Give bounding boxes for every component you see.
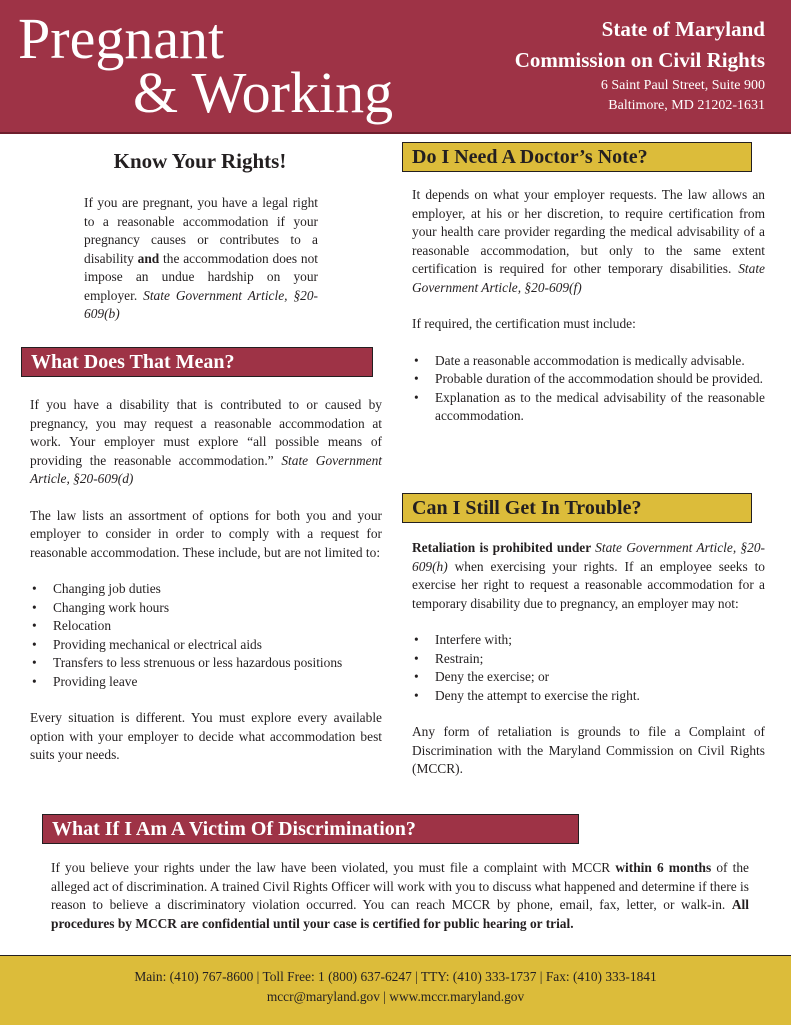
rights-citation: State Government Article, §20-609(b) — [84, 287, 318, 321]
trouble-p1-citation: State Government Article, §20-609(h) — [412, 540, 765, 574]
rights-text-a: If you are pregnant, you have a legal right to a reasonable accommodation if your pregnancy causes or contributes to a disability — [84, 195, 318, 266]
trouble-paragraph-2: Any form of retaliation is grounds to file a Complaint of Discrimination with the Maryland Commission on Civil Rights (MCCR). — [412, 724, 765, 776]
org-commission: Commission on Civil Rights — [514, 48, 765, 72]
victim-text-1: If you believe your rights under the law have been violated, you must file a complaint with MCCR — [51, 860, 616, 875]
list-item: • Restrain; — [412, 650, 765, 669]
footer-web-line: mccr@maryland.gov | www.mccr.maryland.gov — [266, 989, 525, 1004]
victim-bold-1: within 6 months — [615, 860, 712, 875]
list-item: • Providing mechanical or electrical aids — [30, 636, 382, 655]
list-item: • Transfers to less strenuous or less hazardous positions — [30, 654, 382, 673]
title-pregnant: Pregnant — [18, 6, 225, 71]
mean-paragraph-3: Every situation is different. You must explore every available option with your employer to decide what accommodation best suits your needs. — [30, 710, 382, 762]
list-item: • Changing job duties — [30, 580, 382, 599]
know-your-rights-heading: Know Your Rights! — [113, 149, 287, 173]
mean-paragraph-2: The law lists an assortment of options for both you and your employer to consider in order to comply with a request for reasonable accommodation. These include, but are not limited to: — [30, 507, 382, 560]
list-item: • Changing work hours — [30, 599, 382, 618]
trouble-p1-bold: Retaliation is prohibited under — [412, 540, 596, 555]
list-item: • Deny the exercise; or — [412, 668, 765, 687]
org-address-city: Baltimore, MD 21202-1631 — [608, 98, 765, 113]
contact-footer — [0, 955, 791, 1025]
know-your-rights-text — [84, 194, 318, 324]
list-item: • Probable duration of the accommodation should be provided. — [412, 370, 765, 389]
rights-text-b: the accommodation does not impose an undue hardship on your employer. — [84, 250, 318, 303]
employer-may-not-list — [412, 631, 765, 705]
org-address-street: 6 Saint Paul Street, Suite 900 — [600, 78, 765, 93]
org-state: State of Maryland — [601, 17, 765, 41]
what-does-that-mean-body — [30, 396, 382, 765]
doctors-note-heading: Do I Need A Doctor’s Note? — [402, 142, 752, 172]
list-item: • Interfere with; — [412, 631, 765, 650]
doctor-paragraph-2: If required, the certification must include: — [412, 316, 636, 331]
doctor-paragraph-1 — [412, 186, 765, 297]
doctor-p1-text: It depends on what your employer requests. The law allows an employer, at his or her discretion, to require certification from your health care provider regarding the medical advisability of a reasonable accommodation, but only to the same extent certification is required for other temporary disabilities. — [412, 187, 765, 276]
doctor-p1-citation: State Government Article, §20-609(f) — [412, 261, 765, 295]
what-does-that-mean-heading: What Does That Mean? — [21, 347, 373, 377]
mean-p1-text: If you have a disability that is contributed to or caused by pregnancy, you may request a reasonable accommodation at work. Your employer must explore “all possible means of providing the reasonable accommodation.” — [30, 397, 382, 468]
certification-requirements-list — [412, 352, 765, 426]
still-get-in-trouble-heading: Can I Still Get In Trouble? — [402, 493, 752, 523]
mean-p1-citation: State Government Article, §20-609(d) — [30, 452, 382, 486]
list-item: • Date a reasonable accommodation is medically advisable. — [412, 352, 765, 371]
rights-text-bold: and — [137, 250, 160, 266]
victim-of-discrimination-heading: What If I Am A Victim Of Discrimination? — [42, 814, 579, 844]
still-get-in-trouble-body — [412, 539, 765, 779]
victim-bold-2: All procedures by MCCR are confidential until your case is certified for public hearing or trial. — [51, 897, 749, 931]
doctors-note-body — [412, 186, 765, 426]
list-item: • Relocation — [30, 617, 382, 636]
list-item: • Providing leave — [30, 673, 382, 692]
trouble-p1-rest: when exercising your rights. If an employee seeks to exercise her right to request a reasonable accommodation for a temporary disability due to pregnancy, an employer may not: — [412, 558, 765, 611]
list-item: • Deny the attempt to exercise the right. — [412, 687, 765, 706]
victim-text-2: of the alleged act of discrimination. A trained Civil Rights Officer will work with you to discuss what happened and determine if there is reason to believe a discriminatory violation occurred. You can reach MCCR by phone, email, fax, letter, or walk-in. — [51, 860, 749, 912]
header-banner — [0, 0, 791, 134]
list-item: • Explanation as to the medical advisability of the reasonable accommodation. — [412, 389, 765, 426]
trouble-paragraph-1 — [412, 539, 765, 613]
title-working: & Working — [133, 60, 394, 125]
footer-phone-line: Main: (410) 767-8600 | Toll Free: 1 (800) 637-6247 | TTY: (410) 333-1737 | Fax: (410) 333-1841 — [134, 969, 657, 984]
mean-paragraph-1 — [30, 396, 382, 489]
victim-of-discrimination-body — [51, 859, 749, 933]
org-block — [515, 14, 765, 116]
accommodation-options-list — [30, 580, 382, 691]
